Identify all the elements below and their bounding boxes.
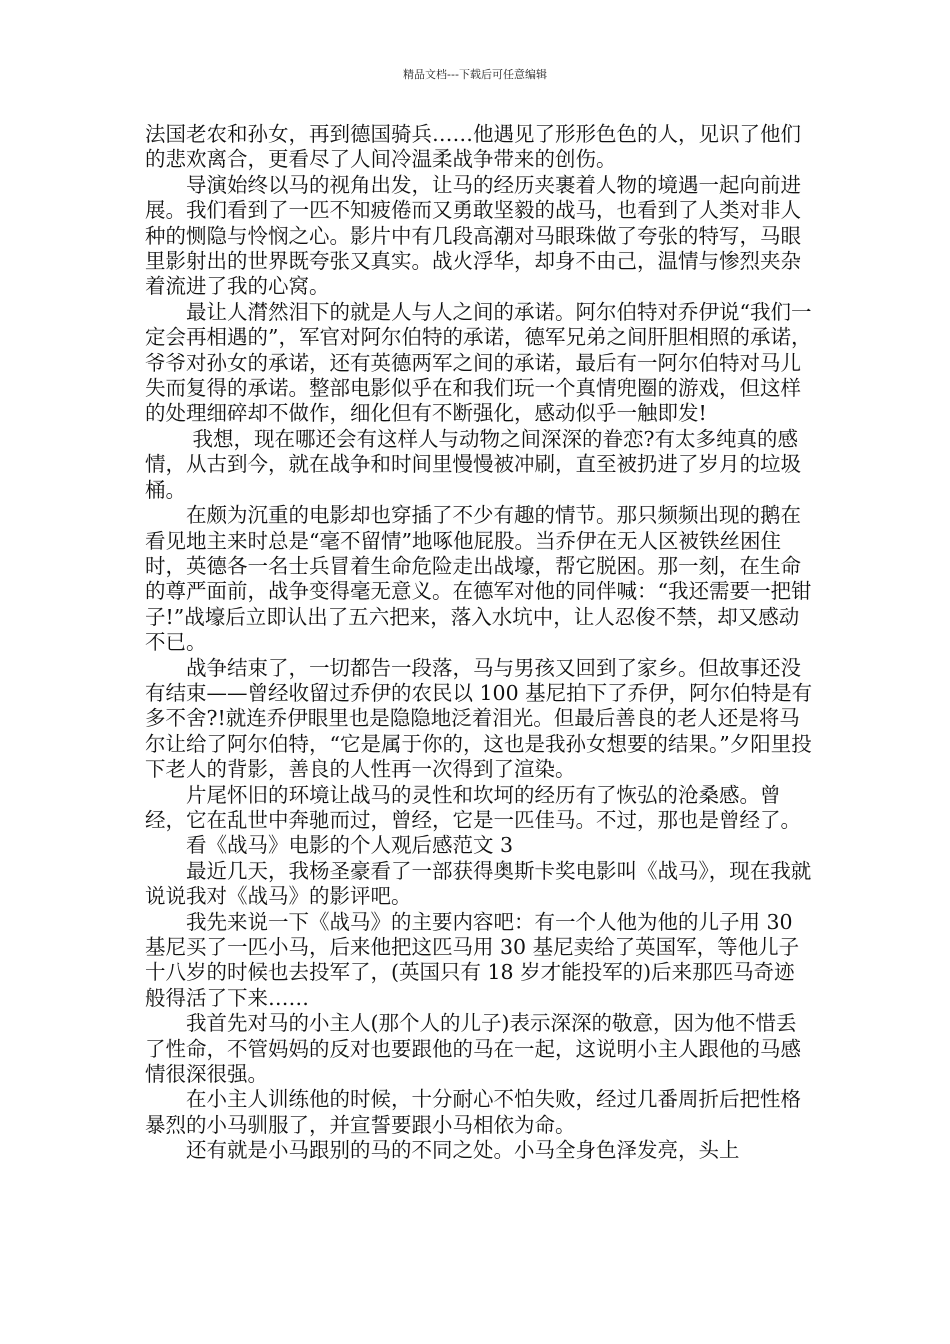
paragraph-10: 我首先对马的小主人(那个人的儿子)表示深深的敬意，因为他不惜丢了性命，不管妈妈的反对也要跟他的马在一起，这说明小主人跟他的马感情很深很强。 <box>145 1011 801 1087</box>
section-heading: 看《战马》电影的个人观后感范文 3 <box>186 833 514 858</box>
paragraph-9: 我先来说一下《战马》的主要内容吧：有一个人他为他的儿子用 30 基尼买了一匹小马，后来他把这匹马用 30 基尼卖给了英国军，等他儿子十八岁的时候也去投军了，(英国只有 18 岁才能投军的)后来那匹马奇迹般得活了下来…… <box>145 909 800 1010</box>
page-header: 精品文档---下载后可任意编辑 <box>403 68 547 81</box>
paragraph-3: 最让人潸然泪下的就是人与人之间的承诺。阿尔伯特对乔伊说“我们一定会再相遇的”，军官对阿尔伯特的承诺，德军兄弟之间肝胆相照的承诺，爷爷对孙女的承诺，还有英德两军之间的承诺，最后有一阿尔伯特对马儿失而复得的承诺。整部电影似乎在和我们玩一个真情兜圈的游戏，但这样的处理细碎却不做作，细化但有不断强化，感动似乎一触即发! <box>145 299 812 426</box>
paragraph-6: 战争结束了，一切都告一段落，马与男孩又回到了家乡。但故事还没有结束——曾经收留过乔伊的农民以 100 基尼拍下了乔伊，阿尔伯特是有多不舍?!就连乔伊眼里也是隐隐地泛着泪光。但最后善良的老人还是将马尔让给了阿尔伯特，“它是属于你的，这也是我孙女想要的结果。”夕阳里投下老人的背影，善良的人性再一次得到了渲染。 <box>145 655 813 782</box>
paragraph-2: 导演始终以马的视角出发，让马的经历夹裹着人物的境遇一起向前进展。我们看到了一匹不知疲倦而又勇敢坚毅的战马，也看到了人类对非人种的恻隐与怜悯之心。影片中有几段高潮对马眼珠做了夸张的特写，马眼里影射出的世界既夸张又真实。战火浮华，却身不由己，温情与惨烈夹杂着流进了我的心窝。 <box>145 172 801 299</box>
paragraph-7: 片尾怀旧的环境让战马的灵性和坎坷的经历有了恢弘的沧桑感。曾经，它在乱世中奔驰而过，曾经，它是一匹佳马。不过，那也是曾经了。 <box>145 782 801 832</box>
paragraph-1: 法国老农和孙女，再到德国骑兵……他遇见了形形色色的人，见识了他们的悲欢离合，更看尽了人间冷温柔战争带来的创伤。 <box>145 122 801 172</box>
paragraph-4: 我想，现在哪还会有这样人与动物之间深深的眷恋?有太多纯真的感情，从古到今，就在战争和时间里慢慢被冲刷，直至被扔进了岁月的垃圾桶。 <box>145 426 801 502</box>
paragraph-8: 最近几天，我杨圣豪看了一部获得奥斯卡奖电影叫《战马》，现在我就说说我对《战马》的影评吧。 <box>145 858 812 909</box>
paragraph-12: 还有就是小马跟别的马的不同之处。小马全身色泽发亮，头上 <box>186 1138 740 1163</box>
paragraph-11: 在小主人训练他的时候，十分耐心不怕失败，经过几番周折后把性格暴烈的小马驯服了，并宣誓要跟小马相依为命。 <box>145 1087 801 1137</box>
paragraph-5: 在颇为沉重的电影却也穿插了不少有趣的情节。那只频频出现的鹅在看见地主来时总是“毫不留情”地啄他屁股。当乔伊在无人区被铁丝困住时，英德各一名士兵冒着生命危险走出战壕，帮它脱困。那一刻，在生命的尊严面前，战争变得毫无意义。在德军对他的同伴喊：“我还需要一把钳子!”战壕后立即认出了五六把来，落入水坑中，让人忍俊不禁，却又感动不已。 <box>145 503 812 655</box>
document-body <box>145 122 815 1164</box>
